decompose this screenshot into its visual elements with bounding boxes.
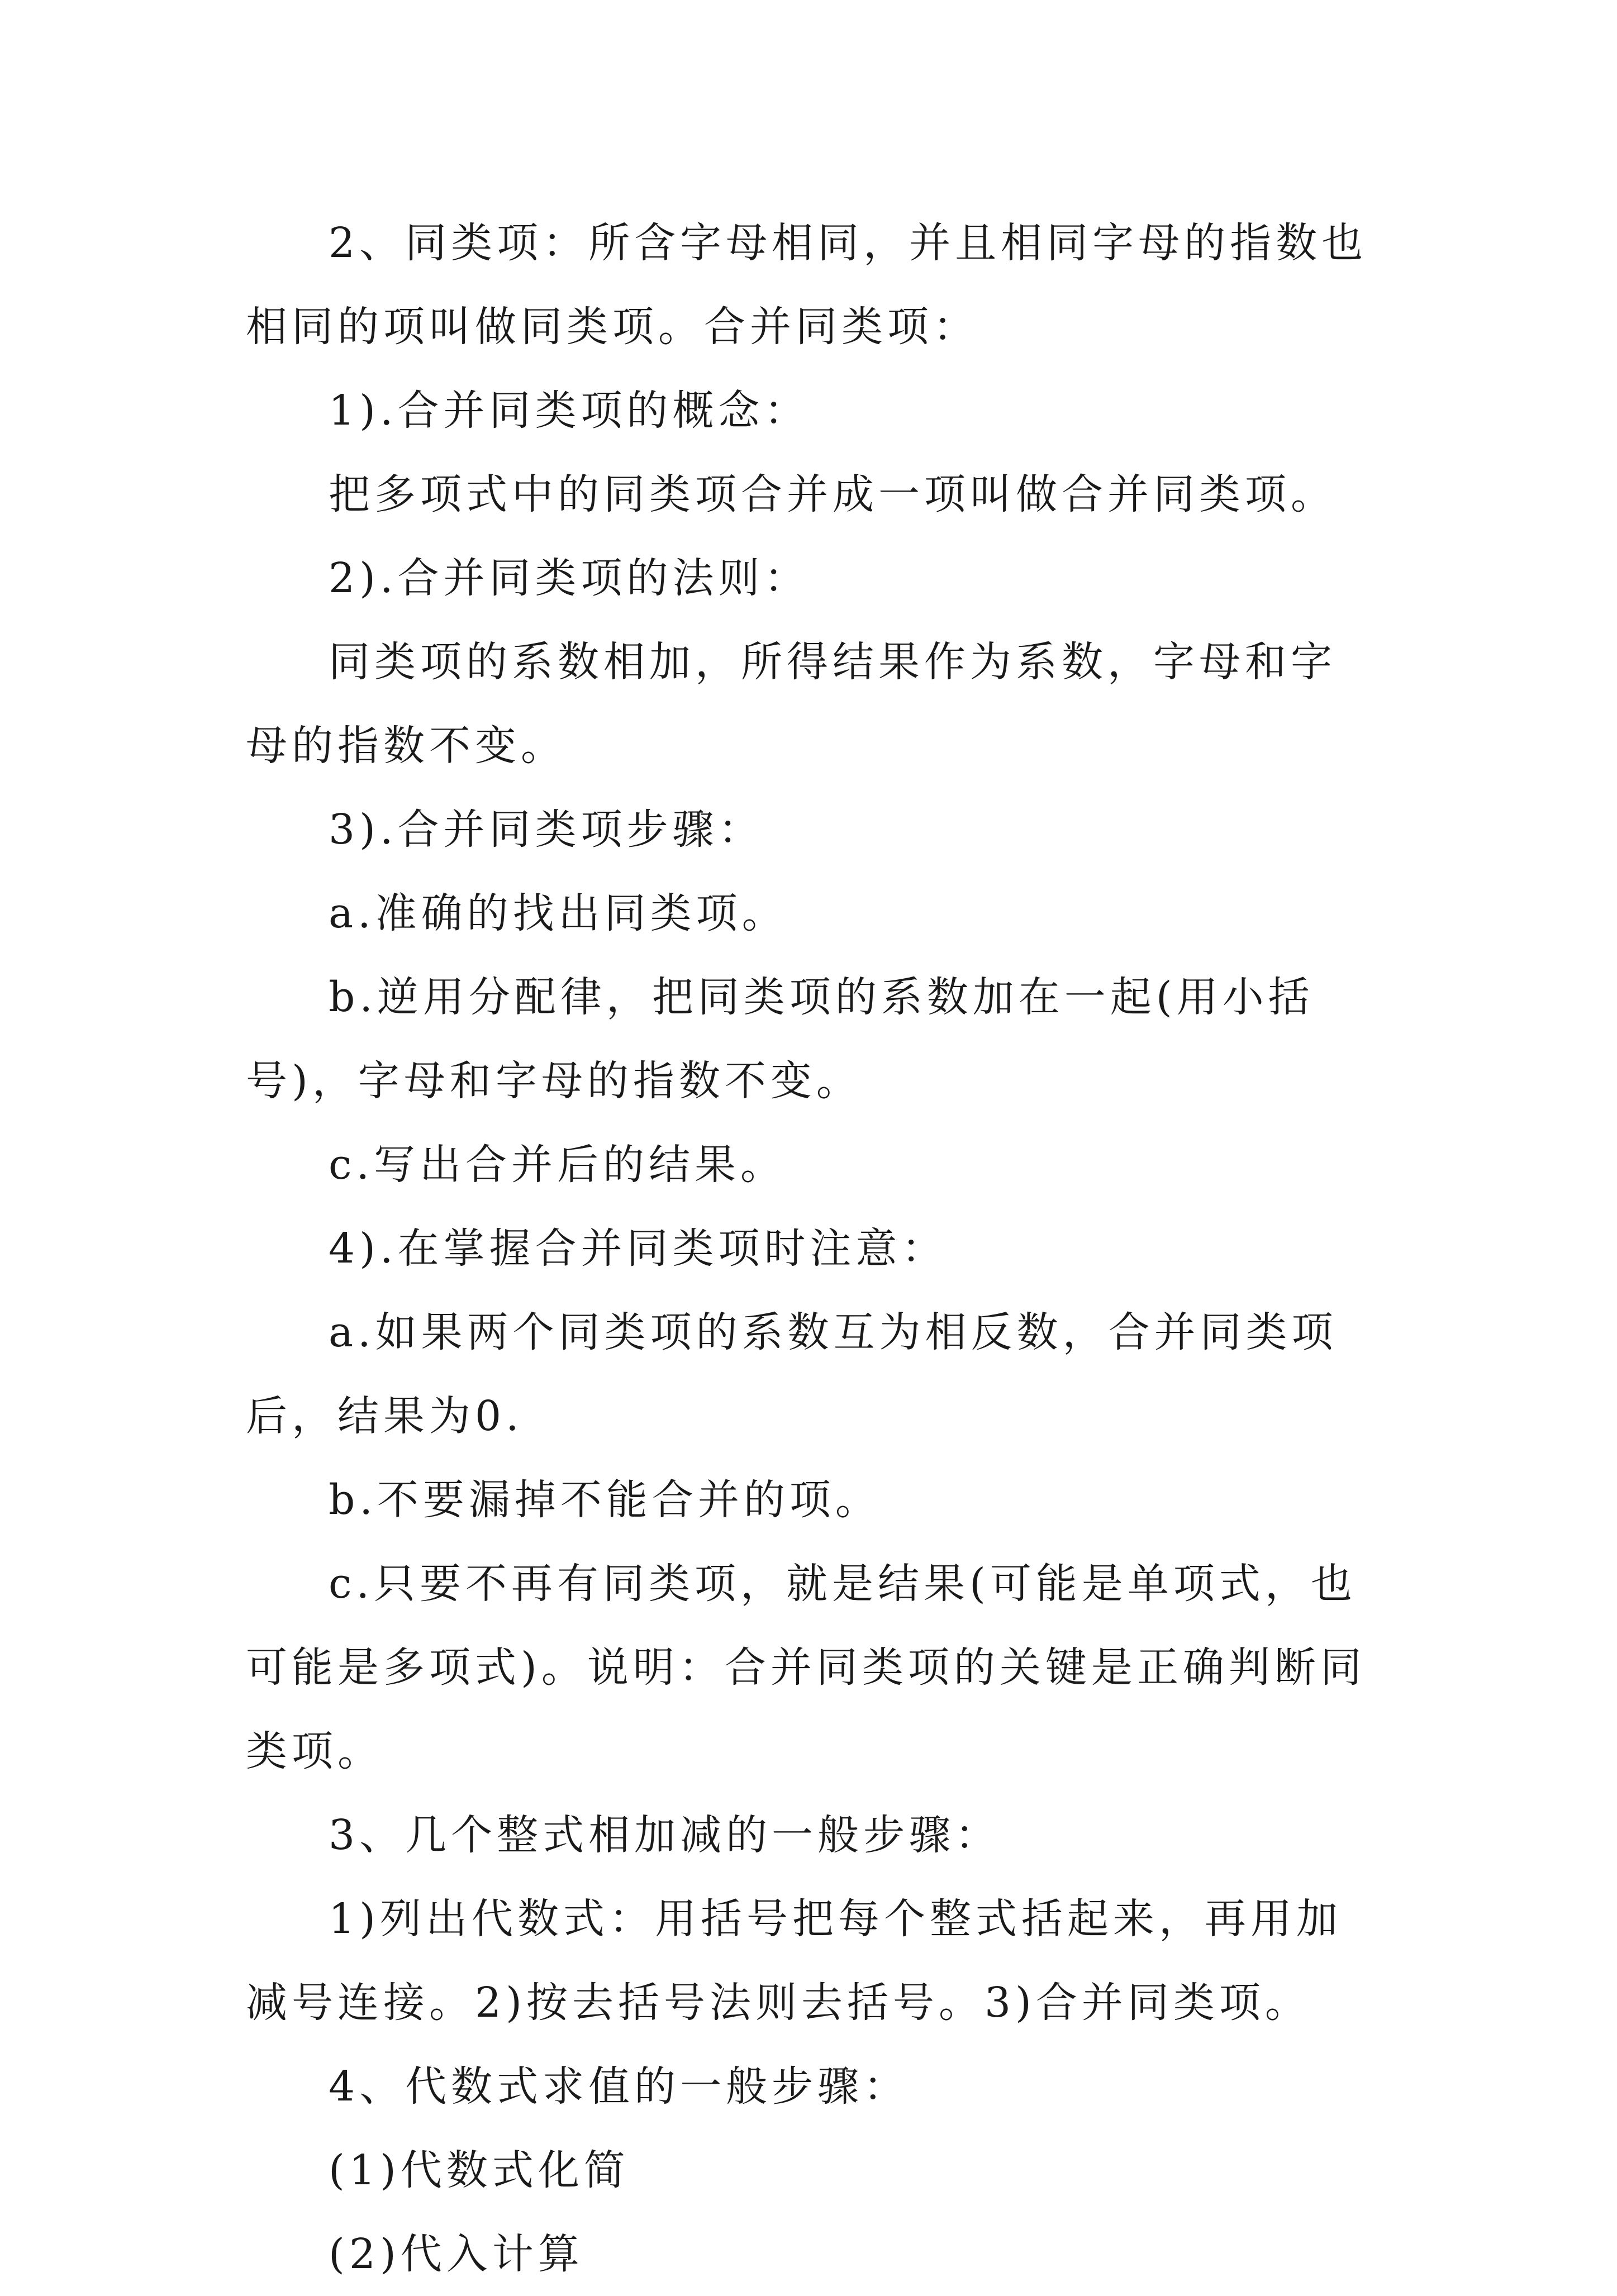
paragraph-note-b: b.不要漏掉不能合并的项。 xyxy=(329,1476,881,1524)
paragraph-concept-text: 把多项式中的同类项合并成一项叫做合并同类项。 xyxy=(329,470,1337,518)
paragraph-similar-terms-definition: 2、同类项：所含字母相同，并且相同字母的指数也相同的项叫做同类项。合并同类项： xyxy=(246,219,1368,351)
paragraph-evaluate-heading: 4、代数式求值的一般步骤： xyxy=(329,2062,910,2111)
paragraph-evaluate-step-1: (1)代数式化简 xyxy=(329,2146,630,2194)
paragraph-step-c: c.写出合并后的结果。 xyxy=(329,1141,786,1189)
paragraph-add-subtract-heading: 3、几个整式相加减的一般步骤： xyxy=(329,1811,1001,1859)
paragraph-concept-heading: 1).合并同类项的概念： xyxy=(329,387,810,435)
paragraph-steps-heading: 3).合并同类项步骤： xyxy=(329,806,764,854)
paragraph-rule-heading: 2).合并同类项的法则： xyxy=(329,554,810,602)
paragraph-evaluate-step-2: (2)代入计算 xyxy=(329,2230,584,2278)
paragraph-note-c: c.只要不再有同类项，就是结果(可能是单项式，也可能是多项式)。说明：合并同类项的关键是正确判断同类项。 xyxy=(246,1560,1366,1775)
paragraph-notes-heading: 4).在掌握合并同类项时注意： xyxy=(329,1225,948,1273)
paragraph-add-subtract-steps: 1)列出代数式：用括号把每个整式括起来，再用加减号连接。2)按去括号法则去括号。3)合并同类项。 xyxy=(246,1895,1342,2027)
paragraph-step-a: a.准确的找出同类项。 xyxy=(329,889,788,937)
document-body xyxy=(246,201,1380,2296)
paragraph-step-b: b.逆用分配律，把同类项的系数加在一起(用小括号)，字母和字母的指数不变。 xyxy=(246,973,1314,1105)
paragraph-rule-text: 同类项的系数相加，所得结果作为系数，字母和字母的指数不变。 xyxy=(246,638,1337,770)
paragraph-note-a: a.如果两个同类项的系数互为相反数，合并同类项后，结果为0. xyxy=(246,1308,1338,1440)
